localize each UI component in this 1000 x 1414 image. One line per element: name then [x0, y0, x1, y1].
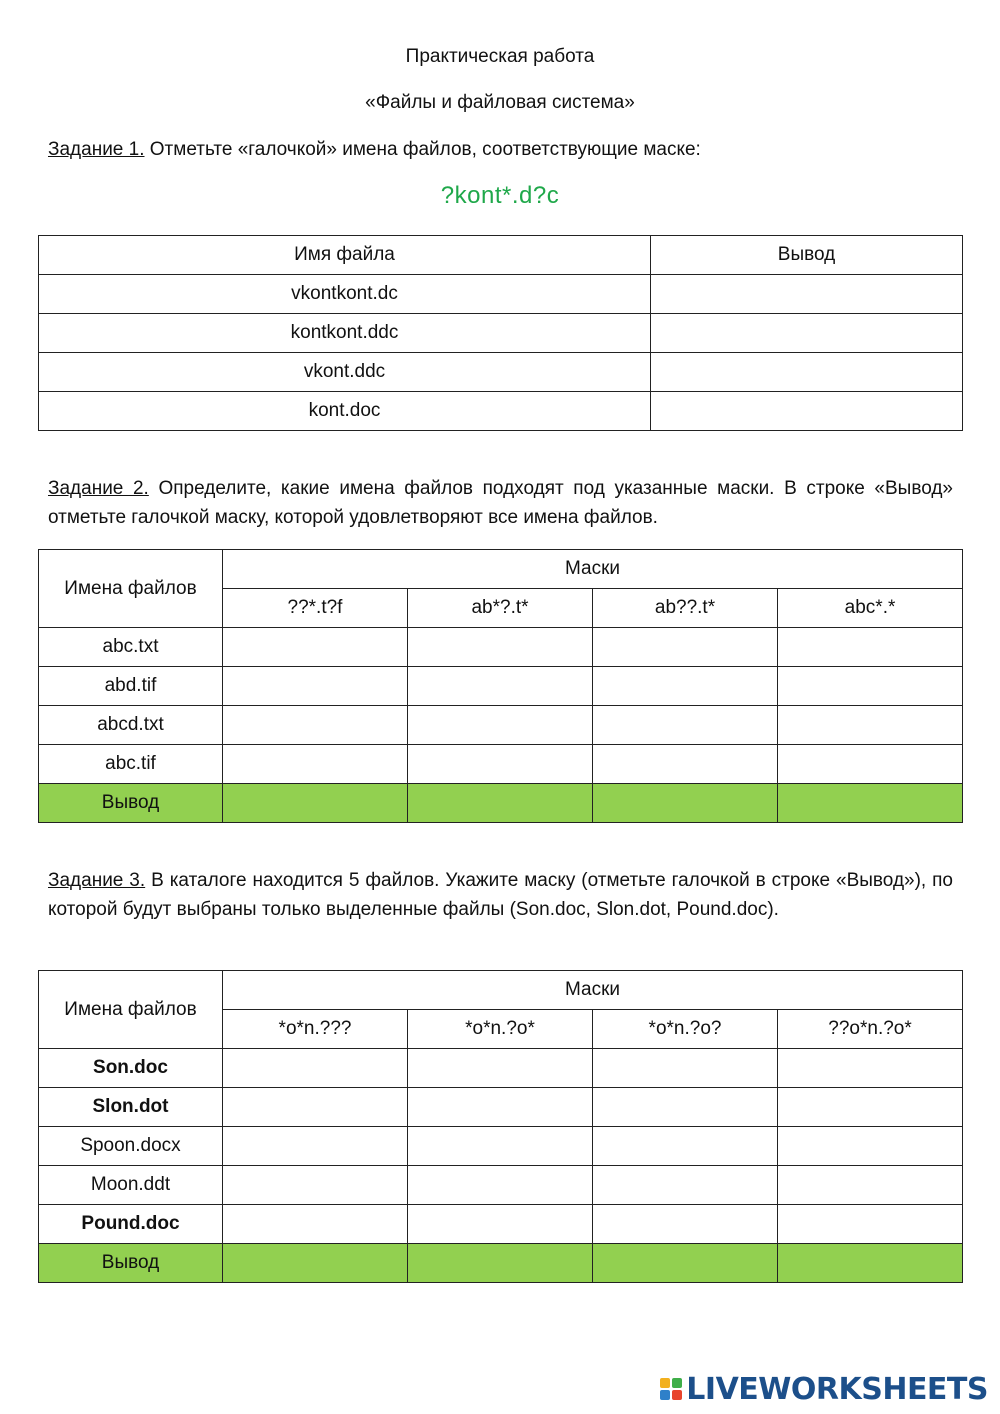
- task3-instruction: [48, 866, 953, 924]
- task3-cell[interactable]: [223, 1049, 408, 1088]
- task3-cell[interactable]: [593, 1049, 778, 1088]
- task3-output-cell[interactable]: [593, 1244, 778, 1283]
- task3-col-masks: Маски: [223, 971, 963, 1010]
- task3-output-row: [39, 1244, 963, 1283]
- task1-instruction: [48, 135, 953, 164]
- task1-col-file: Имя файла: [39, 236, 651, 275]
- table-row: [39, 1049, 963, 1088]
- task2-table: [38, 549, 963, 823]
- task3-text: В каталоге находится 5 файлов. Укажите маску (отметьте галочкой в строке «Вывод»), по которой будут выбраны только выделенные файлы (Son.doc, Slon.dot, Pound.doc).: [48, 870, 953, 920]
- task2-file-name: abcd.txt: [39, 706, 223, 745]
- task2-col-files: Имена файлов: [39, 550, 223, 628]
- task3-cell[interactable]: [408, 1166, 593, 1205]
- task2-mask: ab??.t*: [593, 589, 778, 628]
- table-row: [39, 1088, 963, 1127]
- task3-cell[interactable]: [408, 1049, 593, 1088]
- liveworksheets-logo-icon: [660, 1378, 682, 1400]
- task3-cell[interactable]: [778, 1205, 963, 1244]
- task1-table: [38, 235, 963, 431]
- task3-file-name: Son.doc: [39, 1049, 223, 1088]
- task2-file-name: abc.txt: [39, 628, 223, 667]
- task3-cell[interactable]: [778, 1049, 963, 1088]
- task1-text: Отметьте «галочкой» имена файлов, соответствующие маске:: [144, 139, 701, 160]
- task2-cell[interactable]: [593, 628, 778, 667]
- table-row: [39, 353, 963, 392]
- page-subtitle: «Файлы и файловая система»: [365, 92, 635, 113]
- task3-cell[interactable]: [593, 1127, 778, 1166]
- table-row: [39, 706, 963, 745]
- task3-output-cell[interactable]: [778, 1244, 963, 1283]
- task3-cell[interactable]: [223, 1088, 408, 1127]
- task2-cell[interactable]: [408, 667, 593, 706]
- task2-output-cell[interactable]: [778, 784, 963, 823]
- task2-text: Определите, какие имена файлов подходят под указанные маски. В строке «Вывод» отметьте галочкой маску, которой удовлетворяют все имена файлов.: [48, 478, 954, 528]
- task1-file-name: kont.doc: [39, 392, 651, 431]
- task3-mask: *o*n.?o*: [408, 1010, 593, 1049]
- task2-cell[interactable]: [408, 745, 593, 784]
- task3-mask: ??o*n.?o*: [778, 1010, 963, 1049]
- task2-cell[interactable]: [223, 745, 408, 784]
- task2-mask: abc*.*: [778, 589, 963, 628]
- table-row: [39, 1127, 963, 1166]
- task3-cell[interactable]: [408, 1205, 593, 1244]
- table-row: [39, 745, 963, 784]
- task1-label: Задание 1.: [48, 139, 145, 160]
- task2-cell[interactable]: [778, 667, 963, 706]
- task2-cell[interactable]: [593, 706, 778, 745]
- table-row: [39, 667, 963, 706]
- task2-cell[interactable]: [408, 706, 593, 745]
- task3-cell[interactable]: [223, 1166, 408, 1205]
- task3-output-cell[interactable]: [223, 1244, 408, 1283]
- task2-cell[interactable]: [778, 745, 963, 784]
- task3-file-name: Moon.ddt: [39, 1166, 223, 1205]
- liveworksheets-logo-text: LIVEWORKSHEETS: [686, 1371, 988, 1407]
- task2-output-label: Вывод: [39, 784, 223, 823]
- task3-file-name: Slon.dot: [39, 1088, 223, 1127]
- task2-mask: ab*?.t*: [408, 589, 593, 628]
- table-row: [39, 628, 963, 667]
- task2-col-masks: Маски: [223, 550, 963, 589]
- task3-label: Задание 3.: [48, 870, 146, 891]
- task2-cell[interactable]: [223, 706, 408, 745]
- task3-cell[interactable]: [408, 1127, 593, 1166]
- task2-cell[interactable]: [223, 667, 408, 706]
- task3-cell[interactable]: [593, 1088, 778, 1127]
- task2-cell[interactable]: [778, 628, 963, 667]
- task1-answer-cell[interactable]: [651, 275, 963, 314]
- task2-output-cell[interactable]: [408, 784, 593, 823]
- table-row: [39, 314, 963, 353]
- table-row: [39, 392, 963, 431]
- task2-cell[interactable]: [593, 745, 778, 784]
- task1-answer-cell[interactable]: [651, 314, 963, 353]
- task1-file-name: kontkont.ddc: [39, 314, 651, 353]
- task3-cell[interactable]: [778, 1127, 963, 1166]
- task2-cell[interactable]: [408, 628, 593, 667]
- task3-cell[interactable]: [778, 1166, 963, 1205]
- task2-output-cell[interactable]: [593, 784, 778, 823]
- task3-col-files: Имена файлов: [39, 971, 223, 1049]
- task2-label: Задание 2.: [48, 478, 149, 499]
- task3-mask: *o*n.???: [223, 1010, 408, 1049]
- task3-mask: *o*n.?o?: [593, 1010, 778, 1049]
- task3-cell[interactable]: [593, 1166, 778, 1205]
- task3-cell[interactable]: [408, 1088, 593, 1127]
- table-row: [39, 1166, 963, 1205]
- task3-cell[interactable]: [778, 1088, 963, 1127]
- task2-mask: ??*.t?f: [223, 589, 408, 628]
- table-row: [39, 275, 963, 314]
- task2-output-cell[interactable]: [223, 784, 408, 823]
- task3-table: [38, 970, 963, 1283]
- task3-file-name: Pound.doc: [39, 1205, 223, 1244]
- table-row: [39, 1205, 963, 1244]
- task2-cell[interactable]: [778, 706, 963, 745]
- task3-output-label: Вывод: [39, 1244, 223, 1283]
- task2-cell[interactable]: [593, 667, 778, 706]
- task1-mask: ?kont*.d?c: [440, 182, 560, 209]
- task1-file-name: vkontkont.dc: [39, 275, 651, 314]
- task3-file-name: Spoon.docx: [39, 1127, 223, 1166]
- task2-file-name: abc.tif: [39, 745, 223, 784]
- task1-answer-cell[interactable]: [651, 353, 963, 392]
- task3-cell[interactable]: [223, 1127, 408, 1166]
- task1-col-out: Вывод: [651, 236, 963, 275]
- page-title: Практическая работа: [405, 46, 595, 67]
- liveworksheets-logo[interactable]: [660, 1372, 988, 1406]
- task2-cell[interactable]: [223, 628, 408, 667]
- task1-file-name: vkont.ddc: [39, 353, 651, 392]
- task2-instruction: [48, 474, 953, 532]
- task3-cell[interactable]: [223, 1205, 408, 1244]
- task1-answer-cell[interactable]: [651, 392, 963, 431]
- task2-output-row: [39, 784, 963, 823]
- task3-output-cell[interactable]: [408, 1244, 593, 1283]
- task3-cell[interactable]: [593, 1205, 778, 1244]
- task2-file-name: abd.tif: [39, 667, 223, 706]
